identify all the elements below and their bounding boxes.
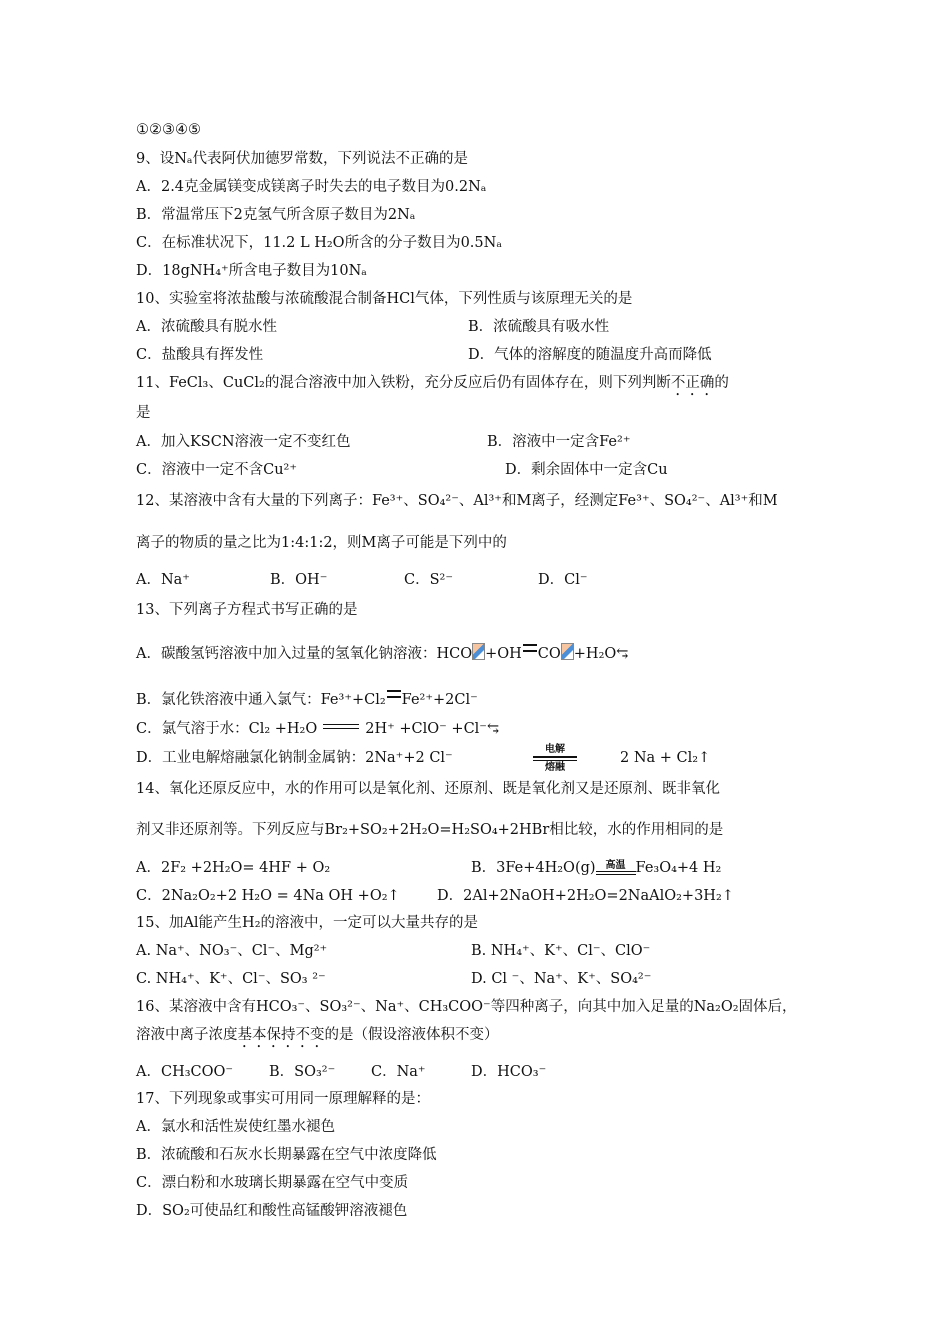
equals-sign-icon <box>523 644 537 652</box>
q9-option-b: B．常温常压下2克氢气所含原子数目为2Nₐ <box>136 207 416 223</box>
q10-stem: 10、实验室将浓盐酸与浓硫酸混合制备HCl气体，下列性质与该原理无关的是 <box>136 291 633 307</box>
q10-option-d: D．气体的溶解度的随温度升高而降低 <box>468 347 712 363</box>
q15-option-d: D. Cl ⁻、Na⁺、K⁺、SO₄²⁻ <box>471 971 652 987</box>
q12-option-d: D．Cl⁻ <box>538 572 588 588</box>
q11-option-b: B．溶液中一定含Fe²⁺ <box>487 434 631 450</box>
q15-option-c: C. NH₄⁺、K⁺、Cl⁻、SO₃ ²⁻ <box>136 971 326 987</box>
q13-stem: 13、下列离子方程式书写正确的是 <box>136 602 358 618</box>
broken-image-icon <box>472 643 485 660</box>
equilibrium-sign-icon <box>323 724 359 729</box>
q14-option-c: C．2Na₂O₂+2 H₂O = 4Na OH +O₂↑ <box>136 888 400 904</box>
electrolysis-condition: 电解 熔融 <box>533 744 577 773</box>
q11-stem-cont: 是 <box>136 405 151 421</box>
q11-option-a: A．加入KSCN溶液一定不变红色 <box>136 434 351 450</box>
q14-option-b: B．3Fe+4H₂O(g) 高温 Fe₃O₄+4 H₂ <box>471 860 722 876</box>
q13-option-b: B．氯化铁溶液中通入氯气：Fe³⁺+Cl₂ Fe²⁺+2Cl⁻ <box>136 692 478 708</box>
q16-emphasis: 基本保持不变 <box>237 1027 325 1043</box>
q9-stem: 9、设Nₐ代表阿伏加德罗常数，下列说法不正确的是 <box>136 151 469 167</box>
q11-emphasis: 不正确 <box>670 375 715 391</box>
q15-option-b: B. NH₄⁺、K⁺、Cl⁻、ClO⁻ <box>471 943 651 959</box>
q9-option-a: A．2.4克金属镁变成镁离子时失去的电子数目为0.2Nₐ <box>136 179 487 195</box>
q16-option-d: D．HCO₃⁻ <box>471 1064 547 1080</box>
q17-option-c: C．漂白粉和水玻璃长期暴露在空气中变质 <box>136 1175 409 1191</box>
q16-option-c: C．Na⁺ <box>371 1064 426 1080</box>
q16-option-b: B．SO₃²⁻ <box>269 1064 336 1080</box>
q14-stem-line2: 剂又非还原剂等。下列反应与Br₂+SO₂+2H₂O=H₂SO₄+2HBr相比较，水的作用相同的是 <box>136 822 724 838</box>
q13-option-d-right: 2 Na + Cl₂↑ <box>620 750 711 766</box>
q10-option-a: A．浓硫酸具有脱水性 <box>136 319 277 335</box>
anchor-mark-icon: ⥃ <box>616 646 629 662</box>
q13-option-a: A．碳酸氢钙溶液中加入过量的氢氧化钠溶液：HCO +OH CO +H₂O⥃ <box>136 643 628 664</box>
q11-stem: 11、FeCl₃、CuCl₂的混合溶液中加入铁粉，充分反应后仍有固体存在，则下列判断不正确的 <box>136 375 729 391</box>
q10-option-b: B．浓硫酸具有吸水性 <box>468 319 610 335</box>
q10-option-c: C．盐酸具有挥发性 <box>136 347 264 363</box>
q15-option-a: A. Na⁺、NO₃⁻、Cl⁻、Mg²⁺ <box>136 943 328 959</box>
q14-option-a: A．2F₂ +2H₂O= 4HF + O₂ <box>136 860 331 876</box>
q16-option-a: A．CH₃COO⁻ <box>136 1064 234 1080</box>
q16-stem-line2: 溶液中离子浓度基本保持不变的是（假设溶液体积不变） <box>136 1027 499 1043</box>
equals-sign-icon <box>533 756 577 761</box>
high-temp-condition: 高温 <box>596 861 636 875</box>
q17-option-a: A．氯水和活性炭使红墨水褪色 <box>136 1119 335 1135</box>
q9-option-c: C．在标准状况下，11.2 L H₂O所含的分子数目为0.5Nₐ <box>136 235 502 251</box>
q12-option-b: B．OH⁻ <box>270 572 328 588</box>
q16-stem-line1: 16、某溶液中含有HCO₃⁻、SO₃²⁻、Na⁺、CH₃COO⁻等四种离子，向其中加入足量的Na₂O₂固体后， <box>136 999 797 1015</box>
broken-image-icon <box>561 643 574 660</box>
q17-option-b: B．浓硫酸和石灰水长期暴露在空气中浓度降低 <box>136 1147 437 1163</box>
q9-option-d: D．18gNH₄⁺所含电子数目为10Nₐ <box>136 263 367 279</box>
q17-option-d: D．SO₂可使品红和酸性高锰酸钾溶液褪色 <box>136 1203 408 1219</box>
q14-option-d: D．2Al+2NaOH+2H₂O=2NaAlO₂+3H₂↑ <box>437 888 734 904</box>
q12-stem-line1: 12、某溶液中含有大量的下列离子：Fe³⁺、SO₄²⁻、Al³⁺和M离子，经测定Fe³⁺、SO₄²⁻、Al³⁺和M <box>136 493 778 509</box>
q15-stem: 15、加Al能产生H₂的溶液中，一定可以大量共存的是 <box>136 915 479 931</box>
q11-option-c: C．溶液中一定不含Cu²⁺ <box>136 462 297 478</box>
q12-stem-line2: 离子的物质的量之比为1:4:1:2，则M离子可能是下列中的 <box>136 535 507 551</box>
q13-option-d-left: D．工业电解熔融氯化钠制金属钠：2Na⁺+2 Cl⁻ <box>136 750 453 766</box>
equals-sign-icon <box>387 690 401 698</box>
q14-stem-line1: 14、氧化还原反应中，水的作用可以是氧化剂、还原剂、既是氧化剂又是还原剂、既非氧化 <box>136 781 720 797</box>
anchor-mark-icon: ⥃ <box>486 721 500 737</box>
q11-option-d: D．剩余固体中一定含Cu <box>505 462 668 478</box>
intro-options: ①②③④⑤ <box>136 122 201 138</box>
q13-option-c: C．氯气溶于水：Cl₂ +H₂O 2H⁺ +ClO⁻ +Cl⁻⥃ <box>136 721 500 737</box>
q12-option-a: A．Na⁺ <box>136 572 190 588</box>
q12-option-c: C．S²⁻ <box>404 572 453 588</box>
q17-stem: 17、下列现象或事实可用同一原理解释的是： <box>136 1091 430 1107</box>
